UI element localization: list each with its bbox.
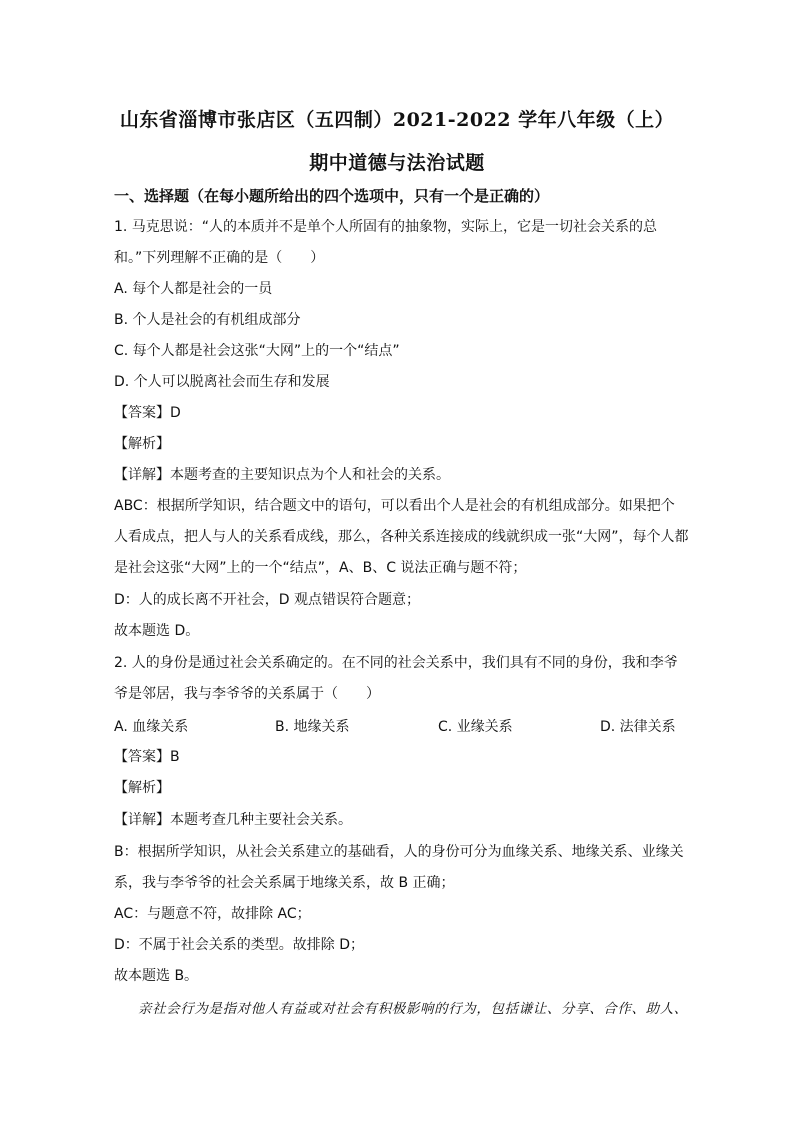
q1-answer: 【答案】D [114,405,181,421]
q2-explanation-line4: D：不属于社会关系的类型。故排除 D； [114,937,365,953]
q1-explanation-line2: 人看成点，把人与人的关系看成线，那么，各种关系连接成的线就织成一张“大网”，每个人都 [114,529,689,545]
q1-analysis-label: 【解析】 [114,436,170,452]
q1-explanation-line1: ABC：根据所学知识，结合题文中的语句，可以看出个人是社会的有机组成部分。如果把个 [114,498,675,514]
section-heading: 一、选择题（在每小题所给出的四个选项中，只有一个是正确的） [114,187,550,205]
q1-option-d: D. 个人可以脱离社会而生存和发展 [114,374,330,390]
q2-explanation-line3: AC：与题意不符，故排除 AC； [114,906,311,922]
q1-option-c: C. 每个人都是社会这张“大网”上的一个“结点” [114,343,400,359]
q1-option-b: B. 个人是社会的有机组成部分 [114,312,301,328]
q1-stem-line2: 和。”下列理解不正确的是（ ） [114,250,325,266]
q2-option-d: D. 法律关系 [600,719,676,735]
q2-detail: 【详解】本题考查几种主要社会关系。 [114,812,352,828]
q2-conclusion: 故本题选 B。 [114,968,199,984]
passage-line: 亲社会行为是指对他人有益或对社会有积极影响的行为，包括谦让、分享、合作、助人、 [138,1001,688,1017]
q2-option-a: A. 血缘关系 [114,719,189,735]
q2-option-c: C. 业缘关系 [438,719,513,735]
q1-explanation-line4: D：人的成长离不开社会，D 观点错误符合题意； [114,592,421,608]
q1-stem-line1: 1. 马克思说：“人的本质并不是单个人所固有的抽象物，实际上，它是一切社会关系的总 [114,219,658,235]
q2-options-row [114,716,680,736]
q2-explanation-line1: B：根据所学知识，从社会关系建立的基础看，人的身份可分为血缘关系、地缘关系、业缘关 [114,844,684,860]
q2-answer: 【答案】B [114,749,180,765]
q2-stem-line1: 2. 人的身份是通过社会关系确定的。在不同的社会关系中，我们具有不同的身份，我和李爷 [114,655,678,671]
q1-conclusion: 故本题选 D。 [114,623,200,639]
q1-explanation-line3: 是社会这张“大网”上的一个“结点”，A、B、C 说法正确与题不符； [114,560,527,576]
q2-explanation-line2: 系，我与李爷爷的社会关系属于地缘关系，故 B 正确； [114,875,455,891]
q1-detail: 【详解】本题考查的主要知识点为个人和社会的关系。 [114,467,450,483]
q2-option-b: B. 地缘关系 [275,719,350,735]
q2-analysis-label: 【解析】 [114,780,170,796]
document-title-line2: 期中道德与法治试题 [309,152,485,174]
q2-stem-line2: 爷是邻居，我与李爷爷的关系属于（ ） [114,686,380,702]
document-title-line1: 山东省淄博市张店区（五四制）2021-2022 学年八年级（上） [119,109,675,131]
q1-option-a: A. 每个人都是社会的一员 [114,281,273,297]
